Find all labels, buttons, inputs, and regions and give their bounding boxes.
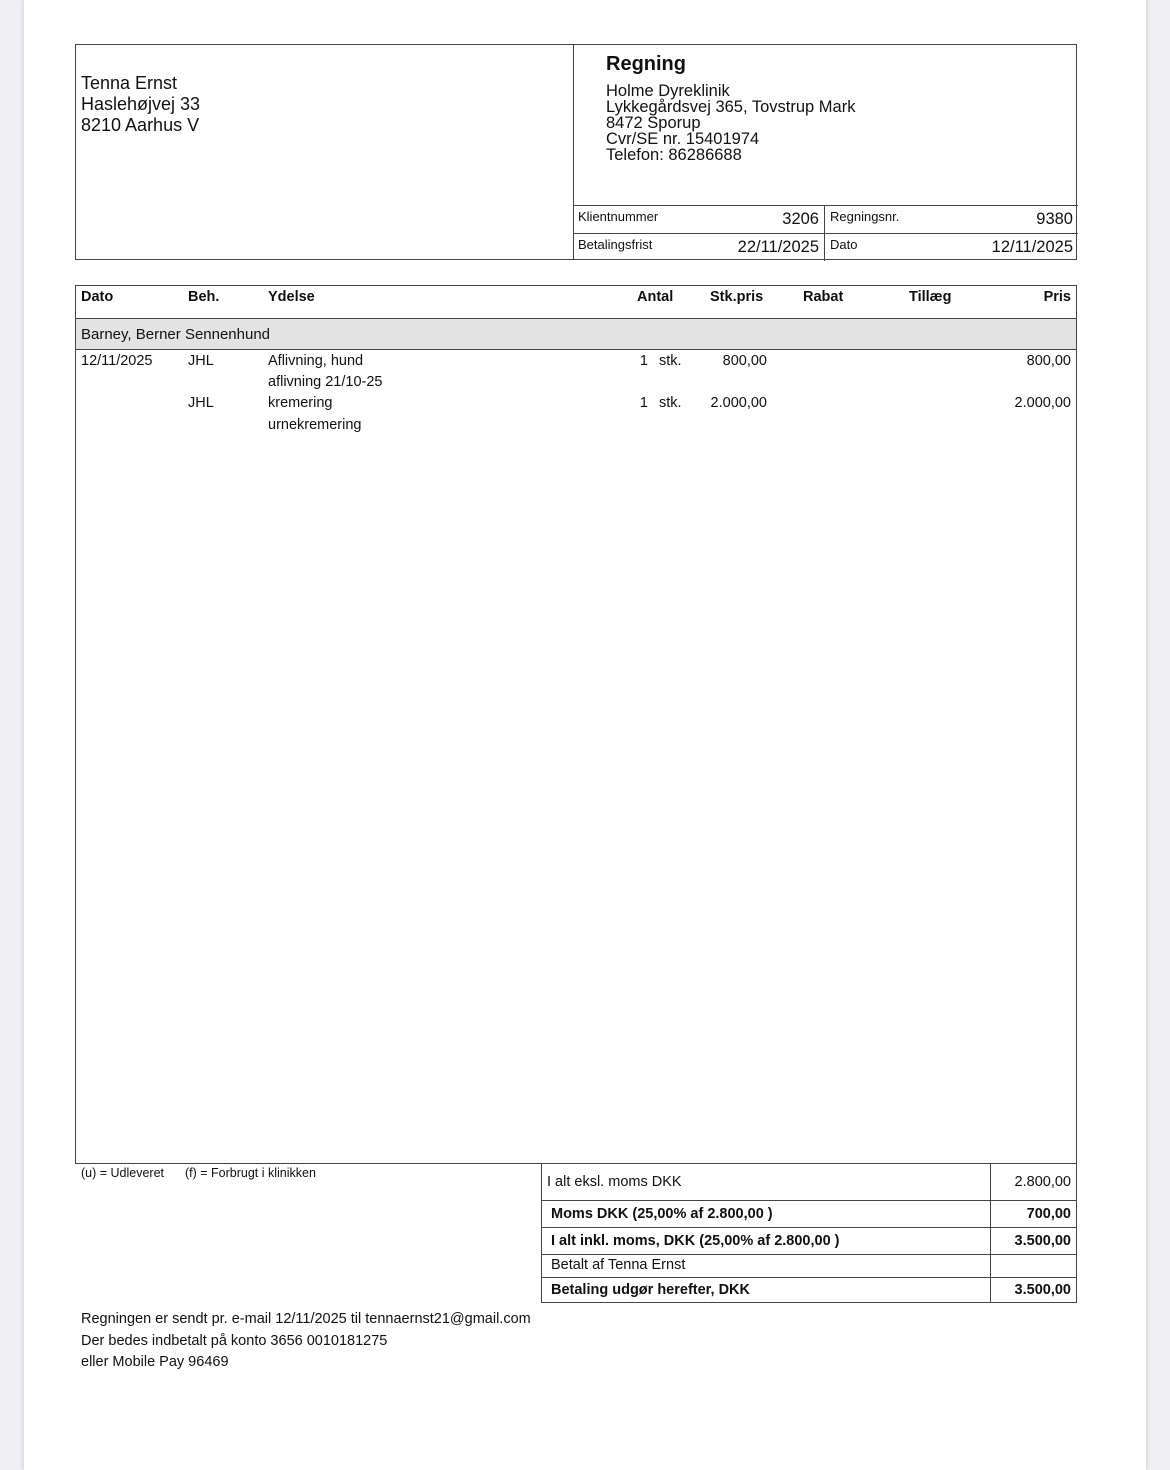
total-incl-vat-label: I alt inkl. moms, DKK (25,00% af 2.800,00 ) [551,1233,840,1249]
client-street: Haslehøjvej 33 [81,94,201,114]
col-header-unit-price: Stk.pris [710,289,764,305]
legend [81,1166,316,1180]
client-number-label: Klientnummer [578,209,659,224]
invoice-number: 9380 [1036,210,1073,228]
subtotal-value: 2.800,00 [1014,1174,1071,1190]
invoice-title: Regning [606,53,686,75]
client-name: Tenna Ernst [81,73,178,93]
due-date-cell [573,234,825,261]
legend-consumed: (f) = Forbrugt i klinikken [185,1166,316,1180]
subtotal-label: I alt eksl. moms DKK [547,1174,682,1190]
col-header-price: Pris [1043,289,1071,305]
vat-label: Moms DKK (25,00% af 2.800,00 ) [551,1206,773,1222]
date-label: Dato [830,237,858,252]
totals-row-paid [542,1255,1076,1277]
col-header-surcharge: Tillæg [909,289,952,305]
email-note: Regningen er sendt pr. e-mail 12/11/2025 til tennaernst21@gmail.com [81,1311,531,1327]
paid-by-label: Betalt af Tenna Ernst [551,1257,686,1273]
client-address [81,73,200,136]
totals-row-total-incl-vat [542,1228,1076,1254]
clinic-phone: Telefon: 86286688 [606,146,742,164]
row-unit-price: 2.000,00 [710,395,767,411]
totals-row-balance [542,1278,1076,1303]
row-unit: stk. [659,395,682,411]
client-city: 8210 Aarhus V [81,115,200,135]
row-qty: 1 [639,353,648,369]
totals-table [541,1163,1077,1303]
row-service: kremering [268,395,333,411]
totals-row-subtotal [542,1164,1076,1200]
clinic-info [606,51,855,163]
clinic-cvr: Cvr/SE nr. 15401974 [606,130,760,148]
row-by: JHL [188,353,214,369]
row-note: aflivning 21/10-25 [268,374,383,390]
row-price: 800,00 [1026,353,1071,369]
clinic-address: Lykkegårdsvej 365, Tovstrup Mark [606,98,856,116]
invoice-number-label: Regningsnr. [830,209,900,224]
invoice-page [24,0,1146,1470]
payment-notes [81,1309,531,1374]
patient-name: Barney, Berner Sennenhund [81,326,271,343]
vat-value: 700,00 [1026,1206,1071,1222]
patient-row [76,319,1076,350]
line-items-table [75,285,1077,1164]
row-unit: stk. [659,353,682,369]
invoice-number-cell [825,206,1078,233]
totals-row-vat [542,1201,1076,1227]
due-date: 22/11/2025 [737,238,819,256]
balance-value: 3.500,00 [1014,1282,1071,1298]
balance-label: Betaling udgør herefter, DKK [551,1282,750,1298]
row-unit-price: 800,00 [722,353,767,369]
due-date-label: Betalingsfrist [578,237,653,252]
col-header-by: Beh. [188,289,220,305]
row-qty: 1 [639,395,648,411]
col-header-qty: Antal [637,289,674,305]
row-note: urnekremering [268,417,362,433]
client-number-cell [573,206,825,233]
invoice-header [75,44,1077,260]
clinic-name: Holme Dyreklinik [606,82,730,100]
legend-delivered: (u) = Udleveret [81,1166,165,1180]
col-header-date: Dato [81,289,114,305]
mobile-pay-note: eller Mobile Pay 96469 [81,1354,229,1370]
date-cell [825,234,1078,261]
row-by: JHL [188,395,214,411]
row-price: 2.000,00 [1014,395,1071,411]
col-header-discount: Rabat [803,289,844,305]
clinic-city: 8472 Sporup [606,114,701,132]
patient-rule [76,349,1076,350]
row-date: 12/11/2025 [81,353,153,369]
total-incl-vat-value: 3.500,00 [1014,1233,1071,1249]
row-service: Aflivning, hund [268,353,364,369]
bank-account-note: Der bedes indbetalt på konto 3656 0010181275 [81,1332,388,1349]
col-header-service: Ydelse [268,289,315,305]
invoice-date: 12/11/2025 [991,238,1073,256]
invoice-meta [573,205,1078,262]
client-number: 3206 [782,210,819,228]
